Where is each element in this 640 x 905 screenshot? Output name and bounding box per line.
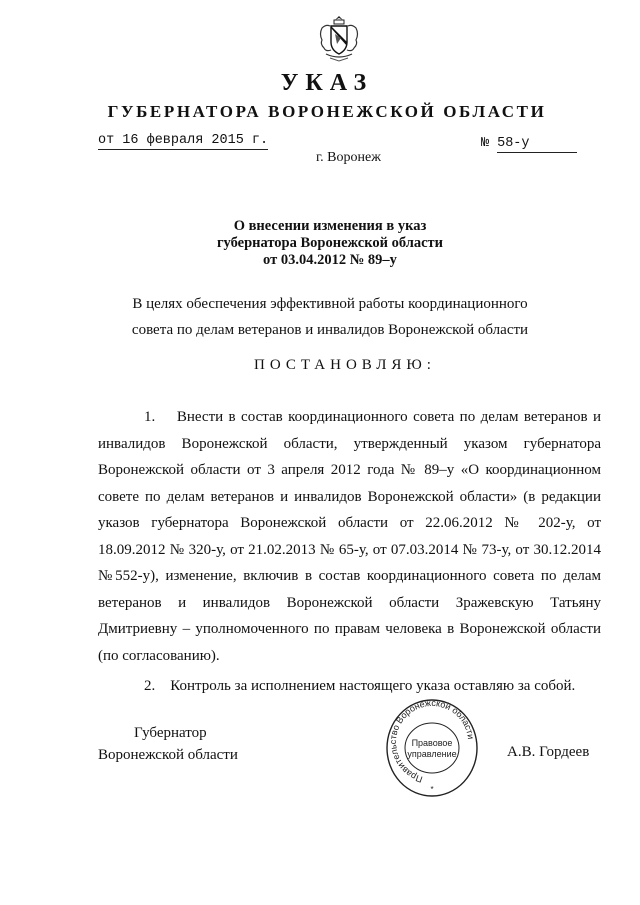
stamp-center-line-1: Правовое [411, 738, 453, 748]
decree-word: ПОСТАНОВЛЯЮ: [254, 357, 436, 373]
subject-line-3: от 03.04.2012 № 89–у [263, 252, 397, 268]
decree-item-1: 1. Внести в состав координационного совета по делам ветеранов и инвалидов Воронежской области, утвержденный указом губернатора Воронежской области от 3 апреля 2012 года № 89–у «О координационном совете по делам ветеранов и инвалидов Воронежской области» (в редакции указов губернатора Воронежской области от 22.06.2012 № 202-у, от 18.09.2012 № 320-у, от 21.02.2013 № 65-у, от 07.03.2014 № 73-у, от 30.12.2014 №552-у), изменение, включив в состав координационного совета по делам ветеранов и инвалидов Воронежской области Зражевскую Татьяну Дмитриевну – уполномоченного по правам человека в Воронежской области (по согласованию). [98, 409, 601, 664]
decree-number [481, 136, 577, 153]
stamp-ring-text: Правительство Воронежской области [388, 697, 476, 785]
decree-date: от 16 февраля 2015 г. [98, 133, 269, 148]
signatory-position [98, 722, 238, 766]
stamp-center-line-2: управление [407, 749, 457, 759]
subject-line-2: губернатора Воронежской области [216, 235, 444, 251]
number-value: 58-у [497, 136, 577, 153]
subject-line-1: О внесении изменения в указ [233, 218, 427, 234]
stamp-star-icon: * [430, 785, 434, 794]
preamble-text: В целях обеспечения эффективной работы координационного совета по делам ветеранов и инвалидов Воронежской области [131, 296, 529, 338]
signatory-position-line-1: Губернатор [134, 725, 207, 741]
document-type-title: УКАЗ [280, 70, 374, 96]
number-sign: № [481, 136, 490, 151]
signatory-name: А.В. Гордеев [507, 744, 590, 760]
decree-subject [140, 218, 520, 269]
city-name: г. Воронеж [316, 150, 381, 165]
decree-item-2: 2. Контроль за исполнением настоящего указа оставляю за собой. [144, 678, 576, 694]
decree-items [98, 404, 601, 704]
coat-of-arms-icon [316, 14, 362, 64]
signatory-position-line-2: Воронежской области [98, 747, 238, 763]
issuer-title: ГУБЕРНАТОРА ВОРОНЕЖСКОЙ ОБЛАСТИ [107, 102, 547, 121]
official-stamp [384, 696, 480, 800]
